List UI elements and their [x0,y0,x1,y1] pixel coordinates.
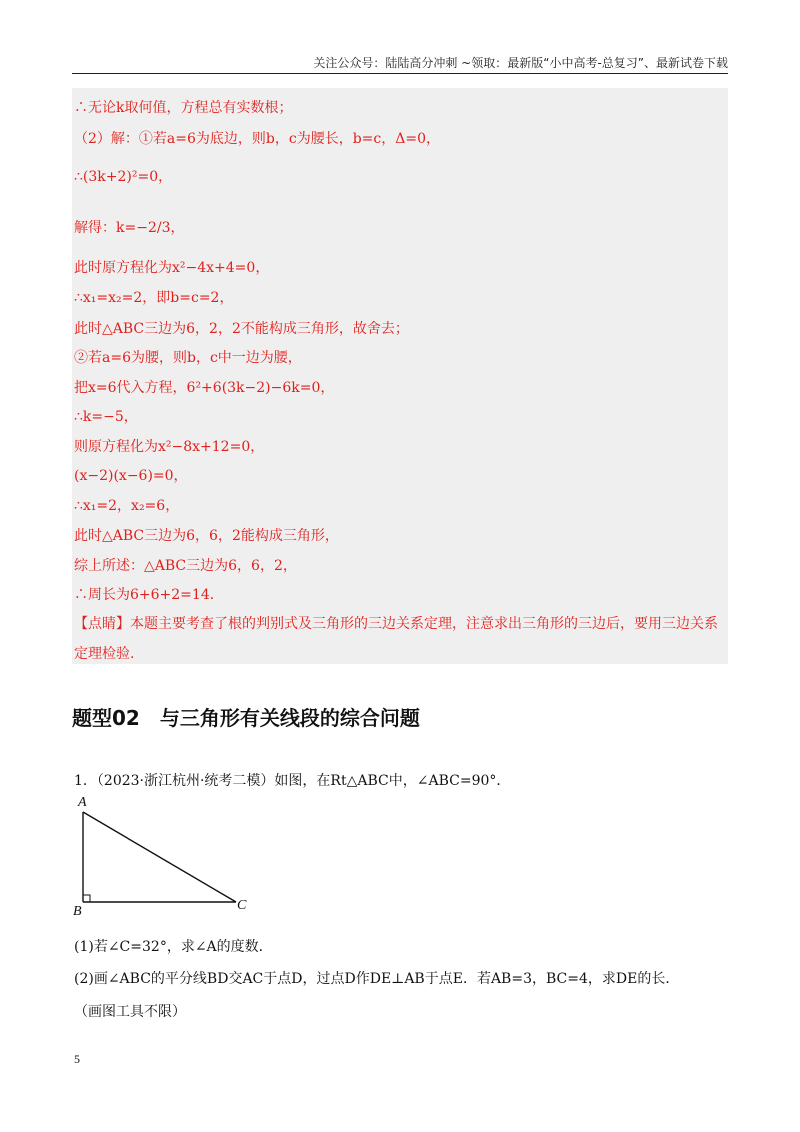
solution-line: (x−2)(x−6)=0， [74,468,188,484]
question-intro: 1．（2023·浙江杭州·统考二模）如图，在Rt△ABC中，∠ABC=90°． [74,773,511,789]
solution-line: 综上所述：△ABC三边为6，6，2， [74,558,297,574]
right-angle-mark [83,895,90,902]
page-header: 关注公众号：陆陆高分冲刺 ~领取：最新版“小中高考-总复习”、最新试卷下载 [313,56,728,70]
page-number: 5 [74,1052,80,1066]
solution-line: ∴x₁=x₂=2，即b=c=2， [74,290,234,306]
question-part2: (2)画∠ABC的平分线BD交AC于点D，过点D作DE⊥AB于点E．若AB=3，BC=4，求DE的长． [74,971,680,987]
solution-line: 此时△ABC三边为6，6，2能构成三角形， [74,528,339,544]
triangle-diagram [70,795,260,925]
solution-line: 解得：k=−2/3， [74,220,185,236]
solution-line: （2）解：①若a=6为底边，则b，c为腰长，b=c，Δ=0， [74,131,440,147]
solution-line: 此时△ABC三边为6，2，2不能构成三角形，故舍去； [74,321,409,337]
solution-comment: 定理检验. [74,646,135,662]
vertex-label-b: B [73,904,82,919]
solution-comment: 【点睛】本题主要考查了根的判别式及三角形的三边关系定理，注意求出三角形的三边后，要用三边关系 [74,616,718,632]
solution-line: ∴(3k+2)²=0， [74,169,173,185]
question-part1: (1)若∠C=32°，求∠A的度数． [74,939,273,955]
vertex-label-a: A [78,795,87,810]
triangle-figure [70,795,260,925]
solution-line: ∴x₁=2，x₂=6， [74,498,180,514]
solution-line: 则原方程化为x²−8x+12=0， [74,439,265,455]
header-divider [72,73,728,74]
section-title: 题型02 与三角形有关线段的综合问题 [72,706,420,730]
solution-line: ∴无论k取何值，方程总有实数根； [74,100,293,116]
side-ac [83,812,236,902]
solution-line: 此时原方程化为x²−4x+4=0， [74,260,270,276]
solution-line: ②若a=6为腰，则b，c中一边为腰， [74,350,302,366]
question-note: （画图工具不限） [74,1004,186,1020]
vertex-label-c: C [237,898,247,913]
solution-line: 把x=6代入方程，6²+6(3k−2)−6k=0， [74,380,335,396]
solution-line: ∴k=−5， [74,409,138,425]
solution-line: ∴周长为6+6+2=14． [74,587,224,603]
